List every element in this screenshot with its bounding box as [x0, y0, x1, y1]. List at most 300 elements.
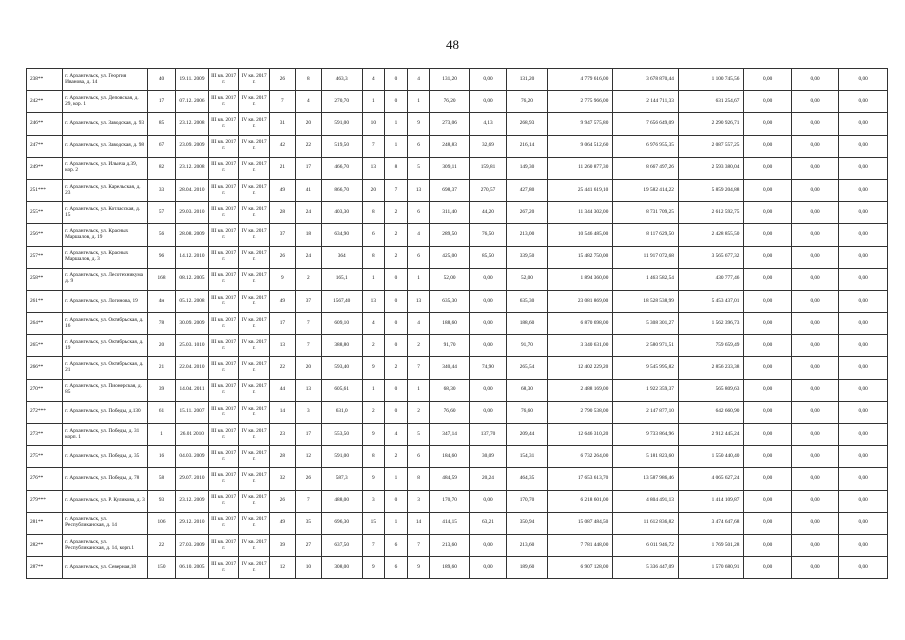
cell-premises-total: 1 — [362, 91, 385, 113]
cell-residents-total: 23 — [269, 424, 295, 446]
cell-premises-municipal: 5 — [407, 424, 430, 446]
cell-area-total: 403,30 — [321, 202, 362, 224]
cell-residents-relocated: 17 — [295, 157, 321, 179]
cell-cost-other: 0,00 — [839, 468, 888, 490]
cell-cost-total: 6 218 601,00 — [547, 490, 613, 512]
cell-house-id: 265** — [27, 335, 63, 357]
cell-cost-extra: 0,00 — [791, 335, 838, 357]
cell-plan-end: IV кв. 2017 г. — [239, 468, 270, 490]
cell-plan-start: III кв. 2017 г. — [208, 379, 239, 401]
cell-area-municipal: 76,20 — [507, 91, 548, 113]
cell-cost-total: 15 087 484,50 — [547, 512, 613, 534]
cell-premises-total: 13 — [362, 157, 385, 179]
cell-area-total: 866,70 — [321, 179, 362, 201]
cell-plan-start: III кв. 2017 г. — [208, 446, 239, 468]
cell-cost-regional: 642 660,90 — [678, 401, 744, 423]
cell-cost-total: 6 907 128,00 — [547, 557, 613, 579]
cell-address: г. Архангельск, ул. Заводская, д. 98 — [63, 135, 148, 157]
cell-plan-end: IV кв. 2017 г. — [239, 379, 270, 401]
cell-area-private: 74,90 — [469, 357, 506, 379]
cell-cost-fund: 5 181 823,60 — [613, 446, 679, 468]
cell-cost-other: 0,00 — [839, 490, 888, 512]
cell-plan-end: IV кв. 2017 г. — [239, 91, 270, 113]
cell-area-relocation: 76,60 — [430, 401, 470, 423]
cell-area-relocation: 289,50 — [430, 224, 470, 246]
cell-plan-start: III кв. 2017 г. — [208, 224, 239, 246]
cell-plan-end: IV кв. 2017 г. — [239, 224, 270, 246]
table-row — [27, 446, 888, 468]
cell-cost-fund: 8 731 709,25 — [613, 202, 679, 224]
cell-area-municipal: 68,30 — [507, 379, 548, 401]
cell-cost-regional: 1 570 680,91 — [678, 557, 744, 579]
cell-area-private: 76,50 — [469, 224, 506, 246]
cell-plan-end: IV кв. 2017 г. — [239, 335, 270, 357]
cell-apartment-count: 82 — [147, 157, 175, 179]
cell-cost-other: 0,00 — [839, 335, 888, 357]
cell-cost-local: 0,00 — [744, 357, 791, 379]
cell-house-id: 287** — [27, 557, 63, 579]
cell-cost-regional: 1 562 396,73 — [678, 313, 744, 335]
cell-plan-end: IV кв. 2017 г. — [239, 268, 270, 290]
cell-address: г. Архангельск, ул. Октябрьская, д. 19 — [63, 335, 148, 357]
cell-plan-start: III кв. 2017 г. — [208, 290, 239, 312]
cell-apartment-count: 106 — [147, 512, 175, 534]
cell-house-id: 246** — [27, 113, 63, 135]
cell-cost-other: 0,00 — [839, 224, 888, 246]
cell-recognition-date: 14.12. 2010 — [176, 246, 209, 268]
cell-area-private: 270,57 — [469, 179, 506, 201]
cell-premises-municipal: 2 — [407, 335, 430, 357]
cell-recognition-date: 22.04. 2010 — [176, 357, 209, 379]
cell-apartment-count: 4н — [147, 290, 175, 312]
cell-plan-end: IV кв. 2017 г. — [239, 424, 270, 446]
cell-cost-total: 2 775 966,00 — [547, 91, 613, 113]
cell-house-id: 255** — [27, 202, 63, 224]
cell-cost-extra: 0,00 — [791, 113, 838, 135]
cell-area-relocation: 635,30 — [430, 290, 470, 312]
cell-area-private: 0,00 — [469, 268, 506, 290]
cell-cost-other: 0,00 — [839, 69, 888, 91]
cell-premises-municipal: 4 — [407, 69, 430, 91]
cell-cost-extra: 0,00 — [791, 401, 838, 423]
cell-cost-total: 2 488 169,00 — [547, 379, 613, 401]
cell-premises-private: 1 — [385, 512, 408, 534]
cell-cost-regional: 5 453 437,01 — [678, 290, 744, 312]
cell-cost-fund: 1 922 359,37 — [613, 379, 679, 401]
cell-house-id: 270** — [27, 379, 63, 401]
cell-premises-private: 4 — [385, 424, 408, 446]
cell-area-municipal: 170,70 — [507, 490, 548, 512]
cell-area-municipal: 216,14 — [507, 135, 548, 157]
cell-plan-start: III кв. 2017 г. — [208, 179, 239, 201]
cell-premises-municipal: 9 — [407, 113, 430, 135]
cell-area-total: 519,50 — [321, 135, 362, 157]
cell-plan-end: IV кв. 2017 г. — [239, 401, 270, 423]
cell-area-private: 0,00 — [469, 379, 506, 401]
cell-area-relocation: 76,20 — [430, 91, 470, 113]
cell-premises-municipal: 14 — [407, 512, 430, 534]
cell-recognition-date: 29.07. 2010 — [176, 468, 209, 490]
cell-house-id: 281** — [27, 512, 63, 534]
cell-apartment-count: 67 — [147, 135, 175, 157]
cell-area-relocation: 414,15 — [430, 512, 470, 534]
cell-area-total: 591,00 — [321, 446, 362, 468]
cell-cost-extra: 0,00 — [791, 534, 838, 556]
cell-area-municipal: 427,80 — [507, 179, 548, 201]
cell-house-id: 276** — [27, 468, 63, 490]
cell-plan-end: IV кв. 2017 г. — [239, 69, 270, 91]
cell-house-id: 282** — [27, 534, 63, 556]
cell-cost-regional: 1 769 501,28 — [678, 534, 744, 556]
cell-cost-local: 0,00 — [744, 157, 791, 179]
cell-area-private: 85,50 — [469, 246, 506, 268]
cell-residents-total: 26 — [269, 69, 295, 91]
cell-plan-end: IV кв. 2017 г. — [239, 446, 270, 468]
cell-cost-total: 23 081 869,00 — [547, 290, 613, 312]
cell-premises-municipal: 6 — [407, 202, 430, 224]
cell-cost-local: 0,00 — [744, 424, 791, 446]
table-row — [27, 424, 888, 446]
cell-plan-end: IV кв. 2017 г. — [239, 179, 270, 201]
cell-address: г. Архангельск, ул. Октябрьская, д. 16 — [63, 313, 148, 335]
cell-area-total: 605,61 — [321, 379, 362, 401]
cell-area-private: 0,00 — [469, 91, 506, 113]
page-number: 48 — [446, 37, 459, 52]
cell-residents-relocated: 13 — [295, 379, 321, 401]
cell-cost-local: 0,00 — [744, 113, 791, 135]
table-row — [27, 224, 888, 246]
cell-house-id: 279*** — [27, 490, 63, 512]
cell-residents-relocated: 10 — [295, 557, 321, 579]
cell-residents-relocated: 7 — [295, 313, 321, 335]
cell-house-id: 261** — [27, 290, 63, 312]
cell-cost-total: 9 947 575,80 — [547, 113, 613, 135]
cell-plan-end: IV кв. 2017 г. — [239, 113, 270, 135]
table-row — [27, 113, 888, 135]
cell-address: г. Архангельск, ул. Заводская, д. 93 — [63, 113, 148, 135]
cell-cost-local: 0,00 — [744, 202, 791, 224]
cell-cost-local: 0,00 — [744, 379, 791, 401]
cell-recognition-date: 19.11. 2009 — [176, 69, 209, 91]
cell-cost-extra: 0,00 — [791, 179, 838, 201]
cell-cost-extra: 0,00 — [791, 290, 838, 312]
cell-plan-start: III кв. 2017 г. — [208, 69, 239, 91]
cell-residents-relocated: 22 — [295, 135, 321, 157]
cell-plan-start: III кв. 2017 г. — [208, 91, 239, 113]
cell-area-relocation: 698,37 — [430, 179, 470, 201]
cell-cost-extra: 0,00 — [791, 202, 838, 224]
cell-recognition-date: 14.04. 2011 — [176, 379, 209, 401]
cell-area-private: 137,70 — [469, 424, 506, 446]
cell-address: г. Архангельск, ул. Победы, д. 35 — [63, 446, 148, 468]
cell-premises-total: 4 — [362, 69, 385, 91]
cell-area-total: 308,00 — [321, 557, 362, 579]
cell-cost-fund: 2 147 877,10 — [613, 401, 679, 423]
cell-apartment-count: 21 — [147, 357, 175, 379]
cell-apartment-count: 16 — [147, 446, 175, 468]
cell-area-relocation: 184,60 — [430, 446, 470, 468]
cell-cost-fund: 8 667 497,26 — [613, 157, 679, 179]
cell-area-total: 553,50 — [321, 424, 362, 446]
cell-plan-start: III кв. 2017 г. — [208, 202, 239, 224]
cell-area-municipal: 267,20 — [507, 202, 548, 224]
cell-recognition-date: 07.12. 2006 — [176, 91, 209, 113]
cell-cost-regional: 2 856 233,38 — [678, 357, 744, 379]
cell-apartment-count: 40 — [147, 69, 175, 91]
cell-premises-total: 13 — [362, 290, 385, 312]
cell-area-municipal: 265,54 — [507, 357, 548, 379]
cell-apartment-count: 93 — [147, 490, 175, 512]
cell-address: г. Архангельск, ул. Логинова, 19 — [63, 290, 148, 312]
cell-plan-start: III кв. 2017 г. — [208, 534, 239, 556]
cell-premises-municipal: 1 — [407, 91, 430, 113]
table-row — [27, 512, 888, 534]
cell-area-relocation: 170,70 — [430, 490, 470, 512]
cell-plan-end: IV кв. 2017 г. — [239, 290, 270, 312]
cell-area-relocation: 309,11 — [430, 157, 470, 179]
cell-premises-total: 9 — [362, 468, 385, 490]
cell-address: г. Архангельск, ул. Пионерская, д. 85 — [63, 379, 148, 401]
cell-cost-regional: 2 428 855,50 — [678, 224, 744, 246]
cell-plan-end: IV кв. 2017 г. — [239, 512, 270, 534]
cell-area-private: 32,69 — [469, 135, 506, 157]
cell-premises-municipal: 1 — [407, 268, 430, 290]
cell-cost-fund: 9 545 995,82 — [613, 357, 679, 379]
cell-premises-total: 2 — [362, 401, 385, 423]
cell-premises-private: 6 — [385, 557, 408, 579]
cell-recognition-date: 04.03. 2009 — [176, 446, 209, 468]
cell-cost-local: 0,00 — [744, 534, 791, 556]
cell-house-id: 242** — [27, 91, 63, 113]
cell-cost-fund: 2 580 971,51 — [613, 335, 679, 357]
cell-premises-total: 8 — [362, 246, 385, 268]
cell-apartment-count: 33 — [147, 179, 175, 201]
cell-area-municipal: 154,31 — [507, 446, 548, 468]
cell-residents-relocated: 18 — [295, 224, 321, 246]
cell-area-municipal: 91,70 — [507, 335, 548, 357]
cell-house-id: 247** — [27, 135, 63, 157]
cell-plan-end: IV кв. 2017 г. — [239, 557, 270, 579]
cell-residents-relocated: 24 — [295, 202, 321, 224]
cell-cost-other: 0,00 — [839, 113, 888, 135]
cell-cost-other: 0,00 — [839, 290, 888, 312]
cell-cost-local: 0,00 — [744, 179, 791, 201]
cell-residents-relocated: 4 — [295, 91, 321, 113]
cell-cost-fund: 9 733 864,96 — [613, 424, 679, 446]
cell-residents-relocated: 41 — [295, 179, 321, 201]
cell-plan-start: III кв. 2017 г. — [208, 113, 239, 135]
cell-cost-total: 10 546 485,00 — [547, 224, 613, 246]
cell-address: г. Архангельск, ул. Победы, д.130 — [63, 401, 148, 423]
cell-area-municipal: 268,93 — [507, 113, 548, 135]
cell-cost-fund: 6 976 955,35 — [613, 135, 679, 157]
cell-cost-fund: 8 117 629,50 — [613, 224, 679, 246]
cell-cost-total: 7 781 448,00 — [547, 534, 613, 556]
cell-area-total: 587,3 — [321, 468, 362, 490]
cell-cost-regional: 631 254,67 — [678, 91, 744, 113]
cell-cost-extra: 0,00 — [791, 468, 838, 490]
cell-cost-other: 0,00 — [839, 401, 888, 423]
cell-residents-total: 7 — [269, 91, 295, 113]
cell-area-relocation: 340,44 — [430, 357, 470, 379]
cell-house-id: 266** — [27, 357, 63, 379]
cell-area-municipal: 464,35 — [507, 468, 548, 490]
cell-recognition-date: 23.09. 2009 — [176, 135, 209, 157]
cell-premises-total: 9 — [362, 557, 385, 579]
cell-address: г. Архангельск, ул. Георгия Иванова, д. 14 — [63, 69, 148, 91]
cell-house-id: 273** — [27, 424, 63, 446]
cell-area-municipal: 131,20 — [507, 69, 548, 91]
resettlement-table — [26, 68, 888, 579]
cell-cost-fund: 3 678 870,44 — [613, 69, 679, 91]
cell-cost-local: 0,00 — [744, 290, 791, 312]
cell-premises-private: 0 — [385, 69, 408, 91]
cell-residents-total: 17 — [269, 313, 295, 335]
cell-area-relocation: 248,83 — [430, 135, 470, 157]
cell-recognition-date: 25.03. 1010 — [176, 335, 209, 357]
cell-cost-regional: 1 100 745,56 — [678, 69, 744, 91]
cell-recognition-date: 23.12. 2008 — [176, 157, 209, 179]
cell-cost-other: 0,00 — [839, 534, 888, 556]
cell-premises-municipal: 7 — [407, 357, 430, 379]
cell-plan-end: IV кв. 2017 г. — [239, 313, 270, 335]
cell-premises-municipal: 3 — [407, 490, 430, 512]
cell-cost-total: 9 064 512,60 — [547, 135, 613, 157]
cell-area-municipal: 213,00 — [507, 224, 548, 246]
cell-area-private: 4,13 — [469, 113, 506, 135]
cell-cost-extra: 0,00 — [791, 268, 838, 290]
cell-area-total: 466,70 — [321, 157, 362, 179]
cell-residents-total: 37 — [269, 224, 295, 246]
cell-apartment-count: 78 — [147, 313, 175, 335]
cell-premises-total: 7 — [362, 135, 385, 157]
cell-cost-local: 0,00 — [744, 446, 791, 468]
cell-cost-extra: 0,00 — [791, 69, 838, 91]
cell-cost-fund: 5 308 301,27 — [613, 313, 679, 335]
cell-residents-total: 42 — [269, 135, 295, 157]
cell-address: г. Архангельск, ул. Красных Маршалов, д. 3 — [63, 246, 148, 268]
cell-area-municipal: 635,30 — [507, 290, 548, 312]
cell-area-total: 631,0 — [321, 401, 362, 423]
cell-premises-municipal: 1 — [407, 379, 430, 401]
cell-cost-total: 3 340 631,00 — [547, 335, 613, 357]
cell-area-relocation: 91,70 — [430, 335, 470, 357]
cell-cost-other: 0,00 — [839, 135, 888, 157]
cell-cost-extra: 0,00 — [791, 91, 838, 113]
cell-residents-relocated: 8 — [295, 69, 321, 91]
cell-cost-other: 0,00 — [839, 557, 888, 579]
cell-cost-total: 11 344 302,00 — [547, 202, 613, 224]
cell-house-id: 249** — [27, 157, 63, 179]
cell-area-relocation: 273,06 — [430, 113, 470, 135]
cell-cost-fund: 5 336 447,09 — [613, 557, 679, 579]
cell-cost-extra: 0,00 — [791, 157, 838, 179]
cell-apartment-count: 57 — [147, 202, 175, 224]
cell-area-total: 609,10 — [321, 313, 362, 335]
cell-premises-municipal: 6 — [407, 135, 430, 157]
cell-cost-fund: 2 144 711,33 — [613, 91, 679, 113]
cell-residents-total: 31 — [269, 113, 295, 135]
cell-cost-local: 0,00 — [744, 246, 791, 268]
cell-address: г. Архангельск, ул. Октябрьская, д. 21 — [63, 357, 148, 379]
cell-cost-fund: 6 011 946,72 — [613, 534, 679, 556]
cell-recognition-date: 29.12. 2010 — [176, 512, 209, 534]
cell-cost-extra: 0,00 — [791, 357, 838, 379]
cell-house-id: 258** — [27, 268, 63, 290]
cell-cost-regional: 1 550 440,40 — [678, 446, 744, 468]
cell-premises-private: 1 — [385, 135, 408, 157]
cell-residents-total: 21 — [269, 157, 295, 179]
cell-cost-regional: 2 290 926,71 — [678, 113, 744, 135]
cell-premises-private: 0 — [385, 379, 408, 401]
cell-apartment-count: 150 — [147, 557, 175, 579]
cell-address: г. Архангельск, ул. Северная,18 — [63, 557, 148, 579]
cell-cost-fund: 13 587 986,46 — [613, 468, 679, 490]
cell-residents-total: 49 — [269, 179, 295, 201]
cell-house-id: 272*** — [27, 401, 63, 423]
cell-premises-municipal: 5 — [407, 157, 430, 179]
table-row — [27, 157, 888, 179]
cell-recognition-date: 28.08. 2009 — [176, 224, 209, 246]
cell-premises-private: 0 — [385, 313, 408, 335]
cell-apartment-count: 85 — [147, 113, 175, 135]
cell-apartment-count: 168 — [147, 268, 175, 290]
cell-cost-local: 0,00 — [744, 401, 791, 423]
cell-cost-local: 0,00 — [744, 224, 791, 246]
cell-area-total: 591,00 — [321, 113, 362, 135]
cell-cost-regional: 2 593 380,04 — [678, 157, 744, 179]
cell-residents-total: 28 — [269, 202, 295, 224]
cell-cost-total: 11 260 877,30 — [547, 157, 613, 179]
cell-residents-relocated: 2 — [295, 268, 321, 290]
cell-area-relocation: 52,00 — [430, 268, 470, 290]
cell-area-total: 696,30 — [321, 512, 362, 534]
cell-residents-total: 39 — [269, 534, 295, 556]
cell-cost-total: 2 790 538,00 — [547, 401, 613, 423]
cell-plan-end: IV кв. 2017 г. — [239, 357, 270, 379]
cell-plan-end: IV кв. 2017 г. — [239, 157, 270, 179]
cell-area-total: 463,3 — [321, 69, 362, 91]
table-row — [27, 534, 888, 556]
cell-cost-other: 0,00 — [839, 446, 888, 468]
cell-cost-other: 0,00 — [839, 357, 888, 379]
cell-plan-start: III кв. 2017 г. — [208, 313, 239, 335]
cell-apartment-count: 20 — [147, 335, 175, 357]
cell-premises-private: 2 — [385, 446, 408, 468]
cell-residents-total: 44 — [269, 379, 295, 401]
cell-cost-total: 12 646 310,20 — [547, 424, 613, 446]
table-row — [27, 290, 888, 312]
cell-premises-total: 10 — [362, 113, 385, 135]
cell-area-municipal: 350,94 — [507, 512, 548, 534]
cell-address: г. Архангельск, ул. Республиканская, д. 14 — [63, 512, 148, 534]
cell-area-relocation: 311,40 — [430, 202, 470, 224]
cell-address: г. Архангельск, ул. Деповская, д. 29, кор. 1 — [63, 91, 148, 113]
cell-address: г. Архангельск, ул. Победы, д. 78 — [63, 468, 148, 490]
cell-recognition-date: 05.12. 2008 — [176, 290, 209, 312]
cell-area-private: 20,24 — [469, 468, 506, 490]
cell-house-id: 251*** — [27, 179, 63, 201]
cell-cost-total: 25 441 619,10 — [547, 179, 613, 201]
cell-residents-relocated: 20 — [295, 357, 321, 379]
cell-cost-regional: 565 809,63 — [678, 379, 744, 401]
cell-house-id: 275** — [27, 446, 63, 468]
cell-cost-extra: 0,00 — [791, 446, 838, 468]
cell-cost-regional: 3 565 677,32 — [678, 246, 744, 268]
cell-area-private: 0,00 — [469, 313, 506, 335]
cell-area-total: 388,80 — [321, 335, 362, 357]
cell-premises-total: 8 — [362, 202, 385, 224]
